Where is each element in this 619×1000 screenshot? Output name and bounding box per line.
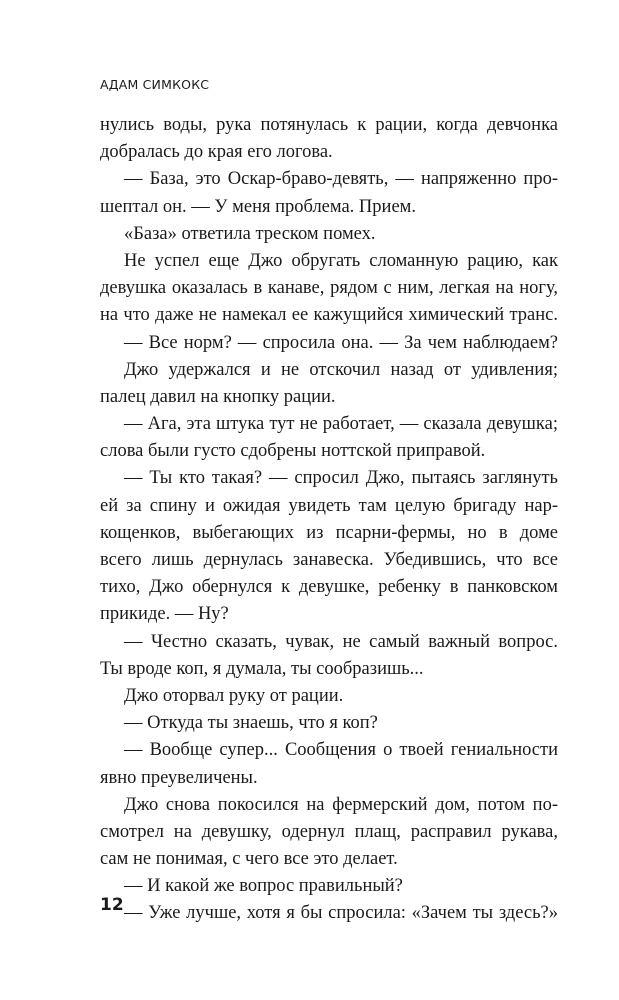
- text-line: слова были густо сдобрены ноттской приправой.: [100, 441, 486, 462]
- text-line: — Вообще супер... Сообщения о твоей гениальности: [124, 740, 558, 761]
- text-line: шептал он. — У меня проблема. Прием.: [100, 196, 416, 217]
- text-line: Джо оторвал руку от рации.: [124, 685, 344, 706]
- text-line: — Откуда ты знаешь, что я коп?: [124, 713, 378, 734]
- text-line: — Все норм? — спросила она. — За чем наблюдаем?: [124, 332, 558, 353]
- text-line: смотрел на девушку, одернул плащ, расправил рукава,: [100, 821, 558, 842]
- text-line: девушка оказалась в канаве, рядом с ним, легкая на ногу,: [100, 278, 558, 299]
- text-line: Ты вроде коп, я думала, ты сообразишь...: [100, 658, 424, 679]
- text-line: ей за спину и ожидая увидеть там целую бригаду нар-: [100, 495, 558, 516]
- text-line: Джо снова покосился на фермерский дом, потом по-: [124, 794, 558, 815]
- text-line: на что даже не намекал ее кажущийся химический транс.: [100, 305, 558, 326]
- text-line: Не успел еще Джо обругать сломанную рацию, как: [124, 250, 558, 271]
- text-line: всего лишь дернулась занавеска. Убедившись, что все: [100, 550, 558, 570]
- text-line: добралась до края его логова.: [100, 142, 333, 163]
- text-line: — Ты кто такая? — спросил Джо, пытаясь заглянуть: [124, 468, 558, 489]
- text-line: палец давил на кнопку рации.: [100, 386, 336, 407]
- text-line: прикиде. — Ну?: [100, 604, 229, 625]
- text-line: — И какой же вопрос правильный?: [124, 876, 403, 897]
- text-line: кощенков, выбегающих из псарни-фермы, но в доме: [100, 522, 558, 543]
- text-line: — Уже лучше, хотя я бы спросила: «Зачем ты здесь?»: [124, 903, 558, 924]
- body-text: [100, 112, 558, 928]
- text-line: — База, это Оскар-браво-девять, — напряженно про-: [124, 169, 558, 190]
- text-line: — Честно сказать, чувак, не самый важный вопрос.: [124, 631, 558, 652]
- text-line: Джо удержался и не отскочил назад от удивления;: [124, 359, 558, 380]
- running-head: АДАМ СИМКОКС: [100, 77, 210, 92]
- text-line: — Ага, эта штука тут не работает, — сказала девушка;: [124, 414, 558, 435]
- text-line: нулись воды, рука потянулась к рации, когда девчонка: [100, 115, 558, 135]
- text-line: тихо, Джо обернулся к девушке, ребенку в панковском: [100, 577, 558, 598]
- text-line: сам не понимая, с чего все это делает.: [100, 849, 398, 870]
- page-number: 12: [100, 895, 124, 915]
- text-line: явно преувеличены.: [100, 767, 258, 788]
- text-line: «База» ответила треском помех.: [124, 223, 376, 244]
